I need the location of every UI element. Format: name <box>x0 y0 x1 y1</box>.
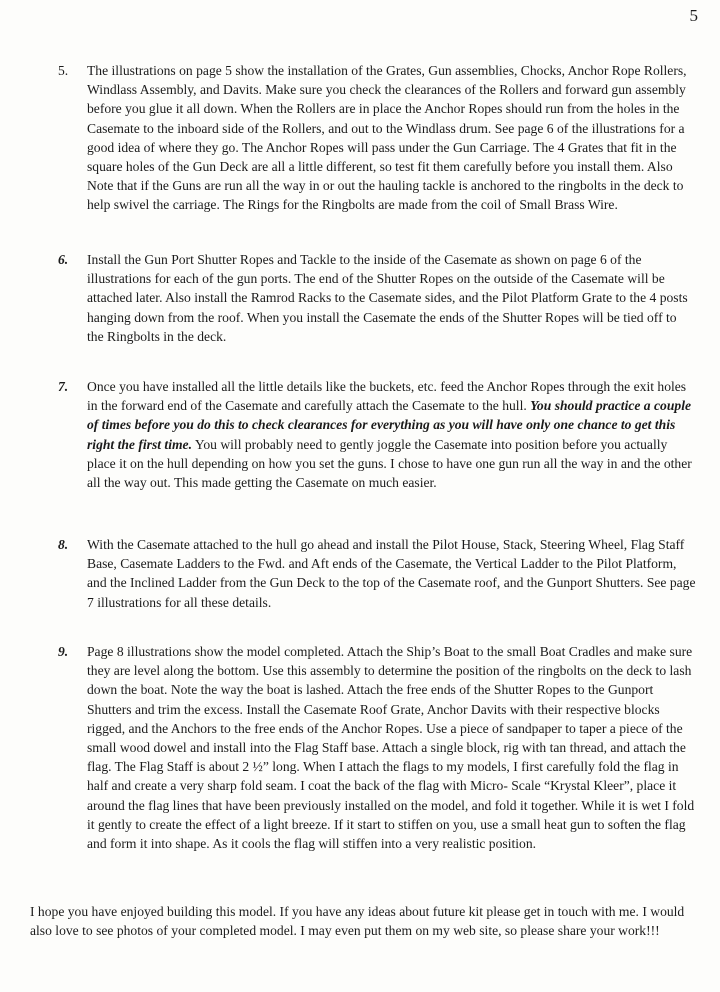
step-text-rest: You will probably need to gently joggle the Casemate into position before you actually place it on the hull depending on how you set the guns. I chose to have one gun run all the way in and the other all the way out. This made getting the Casemate on much easier. <box>87 436 692 491</box>
step-text-intro: Once you have installed all the little details like the buckets, etc. feed the Anchor Ropes through the exit holes in the forward end of the Casemate and carefully attach the Casemate to the hull. <box>87 379 687 414</box>
page-number: 5 <box>689 6 698 25</box>
step-number: 9. <box>58 644 69 659</box>
step-text: With the Casemate attached to the hull go ahead and install the Pilot House, Stack, Steering Wheel, Flag Staff Base, Casemate Ladders to the Fwd. and Aft ends of the Casemate, the Vertical Ladder to the Pilot Platform, and the Inclined Ladder from the Gun Deck to the top of the Casemate roof, and the Gunport Shutters. See page 7 illustrations for all these details. <box>87 537 696 610</box>
step-number: 7. <box>58 379 69 394</box>
step-text: Page 8 illustrations show the model completed. Attach the Ship’s Boat to the small Boat Cradles and make sure they are level along the bottom. Use this assembly to determine the position of the ringbolts on the deck to lash down the boat. Note the way the boat is lashed. Attach the free ends of the Shutter Ropes to the Gunport Shutters and trim the excess. Install the Casemate Roof Grate, Anchor Davits with their respective blocks rigged, and the Anchors to the free ends of the Anchor Ropes. Use a piece of sandpaper to taper a piece of the small wood dowel and install into the Flag Staff base. Attach a single block, rig with tan thread, and attach the flag. The Flag Staff is about 2 ½” long. When I attach the flags to my models, I first carefully fold the flag in half and create a very sharp fold seam. I coat the back of the flag with Micro- Scale “Krystal Kleer”, place it around the flag lines that have been previously installed on the model, and fold it together. While it is wet I fold it gently to create the effect of a light breeze. If it start to stiffen on you, use a small heat gun to soften the flag and form it into shape. As it cools the flag will stiffen into a very realistic position. <box>87 644 695 852</box>
step-9 <box>58 642 696 853</box>
step-number: 5. <box>58 63 69 78</box>
step-text <box>87 377 696 492</box>
step-warning-emphasis: You should practice a couple of times before you do this to check clearances for everything as you will have only one chance to get this right the first time. <box>87 398 692 452</box>
step-text: The illustrations on page 5 show the installation of the Grates, Gun assemblies, Chocks, Anchor Rope Rollers, Windlass Assembly, and Davits. Make sure you check the clearances of the Rollers and forward gun assembly before you glue it all down. When the Rollers are in place the Anchor Ropes should run from the holes in the Casemate to the inboard side of the Rollers, and out to the Windlass drum. See page 6 of the illustrations for a good idea of where they go. The Anchor Ropes will pass under the Gun Carriage. The 4 Grates that fit in the square holes of the Gun Deck are all a little different, so test fit them carefully before you install them. Also Note that if the Guns are run all the way in or out the hauling tackle is anchored to the ringbolts in the deck to help swivel the carriage. The Rings for the Ringbolts are made from the coil of Small Brass Wire. <box>87 63 687 213</box>
step-text: Install the Gun Port Shutter Ropes and Tackle to the inside of the Casemate as shown on page 6 of the illustrations for each of the gun ports. The end of the Shutter Ropes on the outside of the Casemate will be attached later. Also install the Ramrod Racks to the Casemate sides, and the Pilot Platform Grate to the 4 posts hanging down from the roof. When you install the Casemate the ends of the Shutter Ropes will be tied off to the Ringbolts in the deck. <box>87 252 688 344</box>
step-number: 8. <box>58 537 69 552</box>
closing-paragraph: I hope you have enjoyed building this model. If you have any ideas about future kit please get in touch with me. I would also love to see photos of your completed model. I may even put them on my web site, so please share your work!!! <box>30 904 685 939</box>
step-5 <box>58 61 696 215</box>
step-8 <box>58 535 696 612</box>
step-7 <box>58 377 696 492</box>
step-6 <box>58 250 696 346</box>
step-number: 6. <box>58 252 69 267</box>
